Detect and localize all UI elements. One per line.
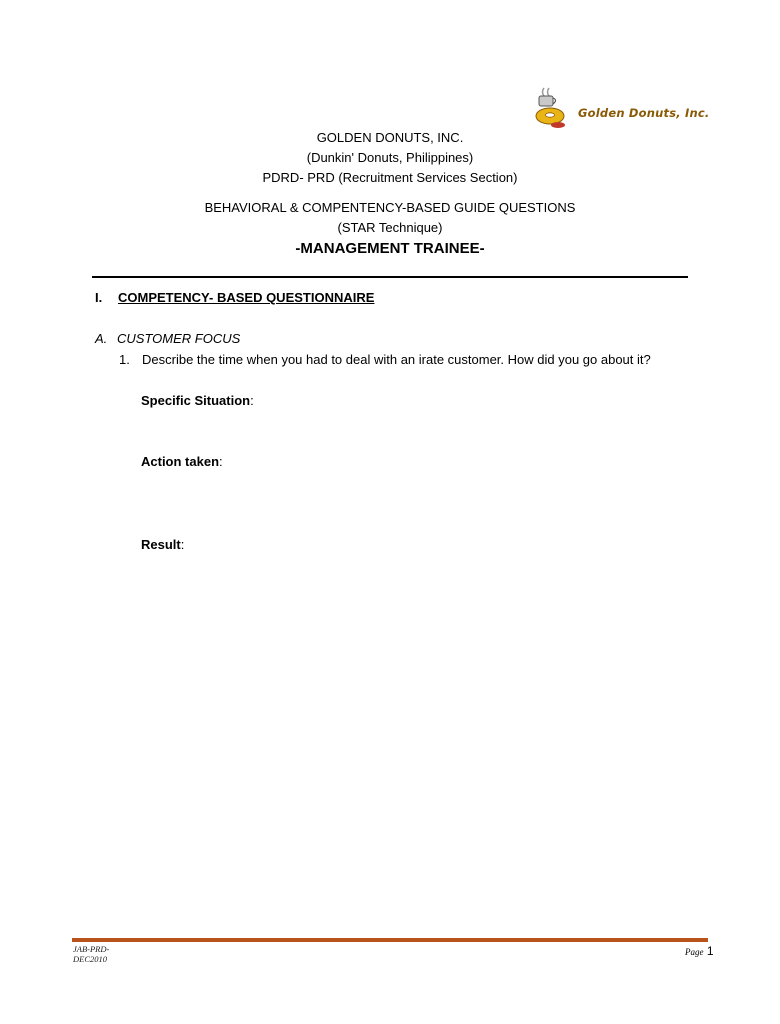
field-colon: : xyxy=(180,537,185,552)
specific-situation-field xyxy=(141,393,254,408)
action-taken-label: Action taken xyxy=(141,454,220,469)
footer-divider xyxy=(72,938,708,942)
coffee-donut-icon xyxy=(532,86,578,132)
company-name: GOLDEN DONUTS, INC. xyxy=(316,130,464,145)
footer-page-number xyxy=(685,944,714,958)
subsection-letter: A. xyxy=(95,331,108,346)
document-title: BEHAVIORAL & COMPENTENCY-BASED GUIDE QUESTIONS xyxy=(204,200,576,215)
specific-situation-label: Specific Situation xyxy=(141,393,251,408)
technique-label: (STAR Technique) xyxy=(337,220,443,235)
subsection-title: CUSTOMER FOCUS xyxy=(117,331,241,346)
result-field xyxy=(141,537,184,552)
company-logo xyxy=(532,86,714,132)
footer-document-code: JAB-PRD-DEC2010 xyxy=(73,944,110,964)
department-name: PDRD- PRD (Recruitment Services Section) xyxy=(262,170,518,185)
page-label: Page xyxy=(685,947,704,957)
brand-name: (Dunkin' Donuts, Philippines) xyxy=(306,150,474,165)
section-title: COMPETENCY- BASED QUESTIONNAIRE xyxy=(118,290,375,305)
field-colon: : xyxy=(219,454,223,469)
section-number: I. xyxy=(95,290,103,305)
question-text: Describe the time when you had to deal with an irate customer. How did you go about it? xyxy=(142,352,651,367)
result-label: Result xyxy=(141,537,181,552)
company-header xyxy=(0,128,780,188)
question-number: 1. xyxy=(119,352,130,367)
logo-company-name: Golden Donuts, Inc. xyxy=(578,106,710,120)
field-colon: : xyxy=(250,393,254,408)
position-title: -MANAGEMENT TRAINEE- xyxy=(295,240,485,257)
header-divider xyxy=(92,276,688,278)
action-taken-field xyxy=(141,454,223,469)
page-number: 1 xyxy=(706,944,714,958)
document-title-block xyxy=(0,198,780,260)
